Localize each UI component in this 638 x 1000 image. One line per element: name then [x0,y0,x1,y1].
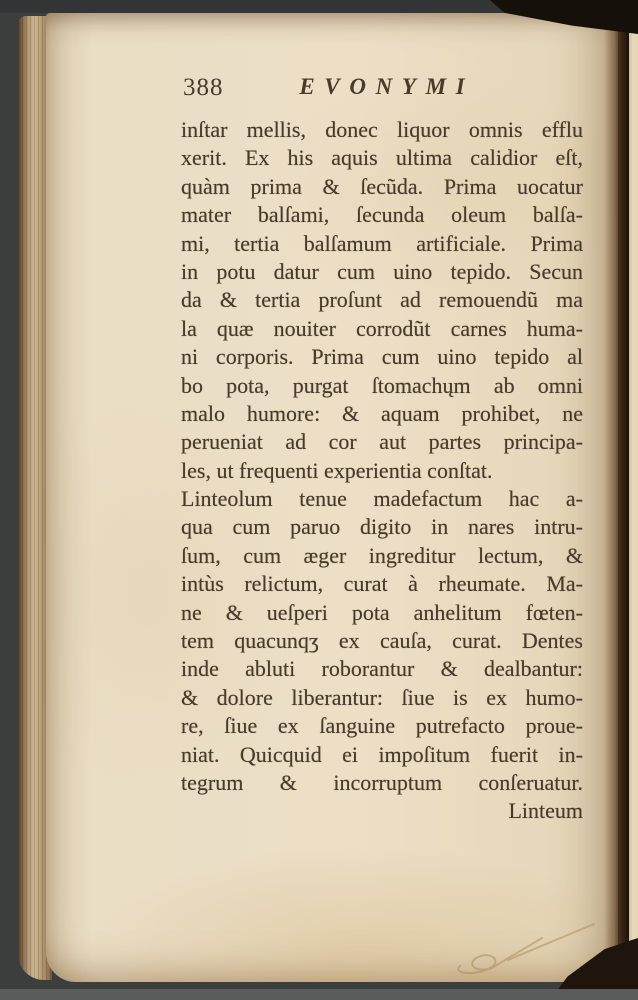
gutter-shadow [604,13,630,982]
catchword: Linteum [508,798,583,824]
text-line: Linteolum tenue madefactum hac a- [181,486,583,512]
facing-page-sliver [629,22,638,950]
text-line: in potu datur cum uino tepido. Secun [181,258,583,284]
text-line: la quæ nouiter corrodũt carnes huma- [181,315,583,341]
text-line: inſtar mellis, donec liquor omnis efflu [181,117,583,142]
body-text [181,116,583,826]
background-bottom-strip [0,989,638,1000]
text-line: ſum, cum æger ingreditur lectum, & [181,542,583,568]
text-line: niat. Quicquid ei impoſitum fuerit in- [181,741,583,767]
text-line: tem quacunqʒ ex cauſa, curat. Dentes [181,628,583,654]
text-line: bo pota, purgat ſtomachųm ab omni [181,372,583,398]
text-line: qua cum paruo digito in nares intru- [181,514,583,540]
text-line: intùs relictum, curat à rheumate. Ma- [181,571,583,597]
text-line: ne & ueſperi pota anhelitum fœten- [181,599,583,625]
text-line: perueniat ad cor aut partes principa- [181,429,583,455]
text-line: ni corporis. Prima cum uino tepido al [181,344,583,370]
text-line: xerit. Ex his aquis ultima calidior eſt, [181,145,583,171]
text-line: quàm prima & ſecũda. Prima uocatur [181,173,583,199]
text-line: les, ut frequenti experientia conſtat. [181,457,493,483]
text-line: malo humore: & aquam prohibet, ne [181,400,583,426]
text-line: mater balſami, ſecunda oleum balſa- [181,202,583,228]
text-line: mi, tertia balſamum artificiale. Prima [181,230,583,256]
text-line: re, ſiue ex ſanguine putrefacto proue- [181,713,583,739]
text-line: da & tertia proſunt ad remouendũ ma [181,287,583,313]
page-number: 388 [183,74,224,101]
text-line: tegrum & incorruptum conſeruatur. [181,769,583,795]
text-line: & dolore liberantur: ſiue is ex humo- [181,684,583,710]
text-line: inde abluti roborantur & dealbantur: [181,656,583,682]
book-page [46,13,618,982]
running-header: EVONYMI [299,74,475,99]
